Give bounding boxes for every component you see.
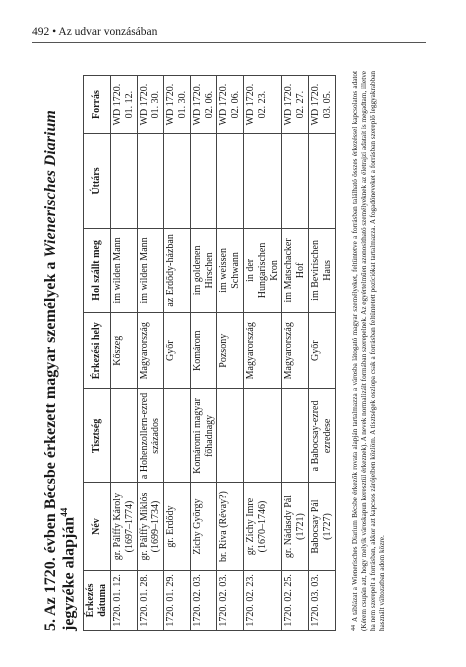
cell-source: WD 1720. 02. 23. <box>243 76 281 134</box>
col-header-name: Név <box>84 483 111 570</box>
cell-lodging: im Matschacker Hof <box>282 228 309 312</box>
title-part-2: jegyzéke alapján <box>60 516 78 631</box>
cell-lodging: im goldenen Hirschen <box>190 228 217 312</box>
cell-source: WD 1720. 01. 30. <box>137 76 164 134</box>
cell-date: 1720. 02. 03. <box>190 570 217 630</box>
cell-companion <box>243 134 281 229</box>
cell-companion <box>217 134 244 229</box>
section-title <box>43 59 78 631</box>
cell-date: 1720. 02. 25. <box>282 570 309 630</box>
table-header-row <box>84 76 111 631</box>
cell-origin: Kőszeg <box>111 312 138 389</box>
cell-lodging: im wilden Mann <box>137 228 164 312</box>
col-header-title: Tisztség <box>84 389 111 483</box>
arrivals-table <box>83 75 336 631</box>
cell-origin: Magyarország <box>282 312 309 389</box>
cell-date: 1720. 01. 28. <box>137 570 164 630</box>
cell-name: br. Riva (Révay?) <box>217 483 244 570</box>
cell-title <box>217 389 244 483</box>
cell-title <box>164 389 191 483</box>
cell-source: WD 1720. 01. 12. <box>111 76 138 134</box>
cell-date: 1720. 01. 29. <box>164 570 191 630</box>
cell-title: a Babocsay-ezred ezredese <box>308 389 335 483</box>
cell-lodging: im weissen Schwann <box>217 228 244 312</box>
cell-source: WD 1720. 02. 27. <box>282 76 309 134</box>
cell-title: a Hohenzollern-ezred százados <box>137 389 164 483</box>
table-row <box>308 76 335 631</box>
footnote-text: A táblázat a Wienerisches Diarium Bécsbe érkezők rovata alapján tartalmazza a városba látogató magyar személyeket, feltüntetve a forrásban található összes érkezéssel kapcsolatos adatot (Kérem csupán azt, hogy melyik városkapun keresztül érkeznek). A nevek normalizált formában szerepelnek. Az egyértelműen azonosítható személyeknek az életrajzi adatait is megadtam, illetve ha nem szerepelt a forrásban, akkor azt kapcsos zárójelben közlöm. A tisztségek oszlopa csak a forrásban feltüntetett pozíciókat tartalmazza. A fogadóneveket a forrásban szereplő leggyakrabban használt változatban adom közre. <box>351 71 386 631</box>
cell-title <box>111 389 138 483</box>
table-row <box>243 76 281 631</box>
col-header-companion: Úttárs <box>84 134 111 229</box>
cell-title <box>282 389 309 483</box>
cell-origin: Győr <box>164 312 191 389</box>
cell-source: WD 1720. 02. 06. <box>217 76 244 134</box>
cell-name: gr. Zichy Imre (1670–1746) <box>243 483 281 570</box>
table-row <box>217 76 244 631</box>
table-row <box>164 76 191 631</box>
cell-companion <box>282 134 309 229</box>
cell-lodging: im wilden Mann <box>111 228 138 312</box>
cell-name: Babocsay Pál (1727) <box>308 483 335 570</box>
cell-companion <box>308 134 335 229</box>
cell-companion <box>190 134 217 229</box>
cell-source: WD 1720. 02. 06. <box>190 76 217 134</box>
cell-name: gr. Pálffy Károly (1697–1774) <box>111 483 138 570</box>
cell-source: WD 1720. 01. 30. <box>164 76 191 134</box>
cell-origin: Győr <box>308 312 335 389</box>
cell-origin: Pozsony <box>217 312 244 389</box>
table-row <box>190 76 217 631</box>
col-header-source: Forrás <box>84 76 111 134</box>
cell-lodging: im Bevirischen Haus <box>308 228 335 312</box>
col-header-lodging: Hol szállt meg <box>84 228 111 312</box>
cell-title <box>243 389 281 483</box>
cell-lodging: az Erdődy-házban <box>164 228 191 312</box>
running-header-text: 492 • Az udvar vonzásában <box>32 26 158 38</box>
cell-name: gr. Erdődy <box>164 483 191 570</box>
table-row <box>282 76 309 631</box>
cell-companion <box>137 134 164 229</box>
cell-origin: Magyarország <box>137 312 164 389</box>
table-row <box>111 76 138 631</box>
col-header-date: Érkezés dátuma <box>84 570 111 630</box>
cell-origin: Komárom <box>190 312 217 389</box>
title-part-1: 5. Az 1720. évben Bécsbe érkezett magyar személyek a <box>42 257 59 631</box>
col-header-origin: Érkezési hely <box>84 312 111 389</box>
title-italic: Wienerisches Diarium <box>42 110 59 258</box>
cell-date: 1720. 02. 03. <box>217 570 244 630</box>
cell-name: gr. Nádasdy Pál (1721) <box>282 483 309 570</box>
rotated-page-content <box>27 51 402 643</box>
cell-date: 1720. 03. 03. <box>308 570 335 630</box>
footnote <box>351 71 387 631</box>
cell-title: Komáromi magyar főhadnagy <box>190 389 217 483</box>
title-footnote-ref: 44 <box>58 507 69 517</box>
table-row <box>137 76 164 631</box>
cell-companion <box>111 134 138 229</box>
cell-name: Zichy György <box>190 483 217 570</box>
cell-lodging: in der Hungarischen Kron <box>243 228 281 312</box>
cell-date: 1720. 02. 23. <box>243 570 281 630</box>
footnote-number: 44 <box>351 625 357 631</box>
cell-source: WD 1720. 03. 05. <box>308 76 335 134</box>
cell-companion <box>164 134 191 229</box>
cell-date: 1720. 01. 12. <box>111 570 138 630</box>
cell-origin: Magyarország <box>243 312 281 389</box>
running-header <box>32 24 426 43</box>
cell-name: gr. Pálffy Miklós (1699–1734) <box>137 483 164 570</box>
